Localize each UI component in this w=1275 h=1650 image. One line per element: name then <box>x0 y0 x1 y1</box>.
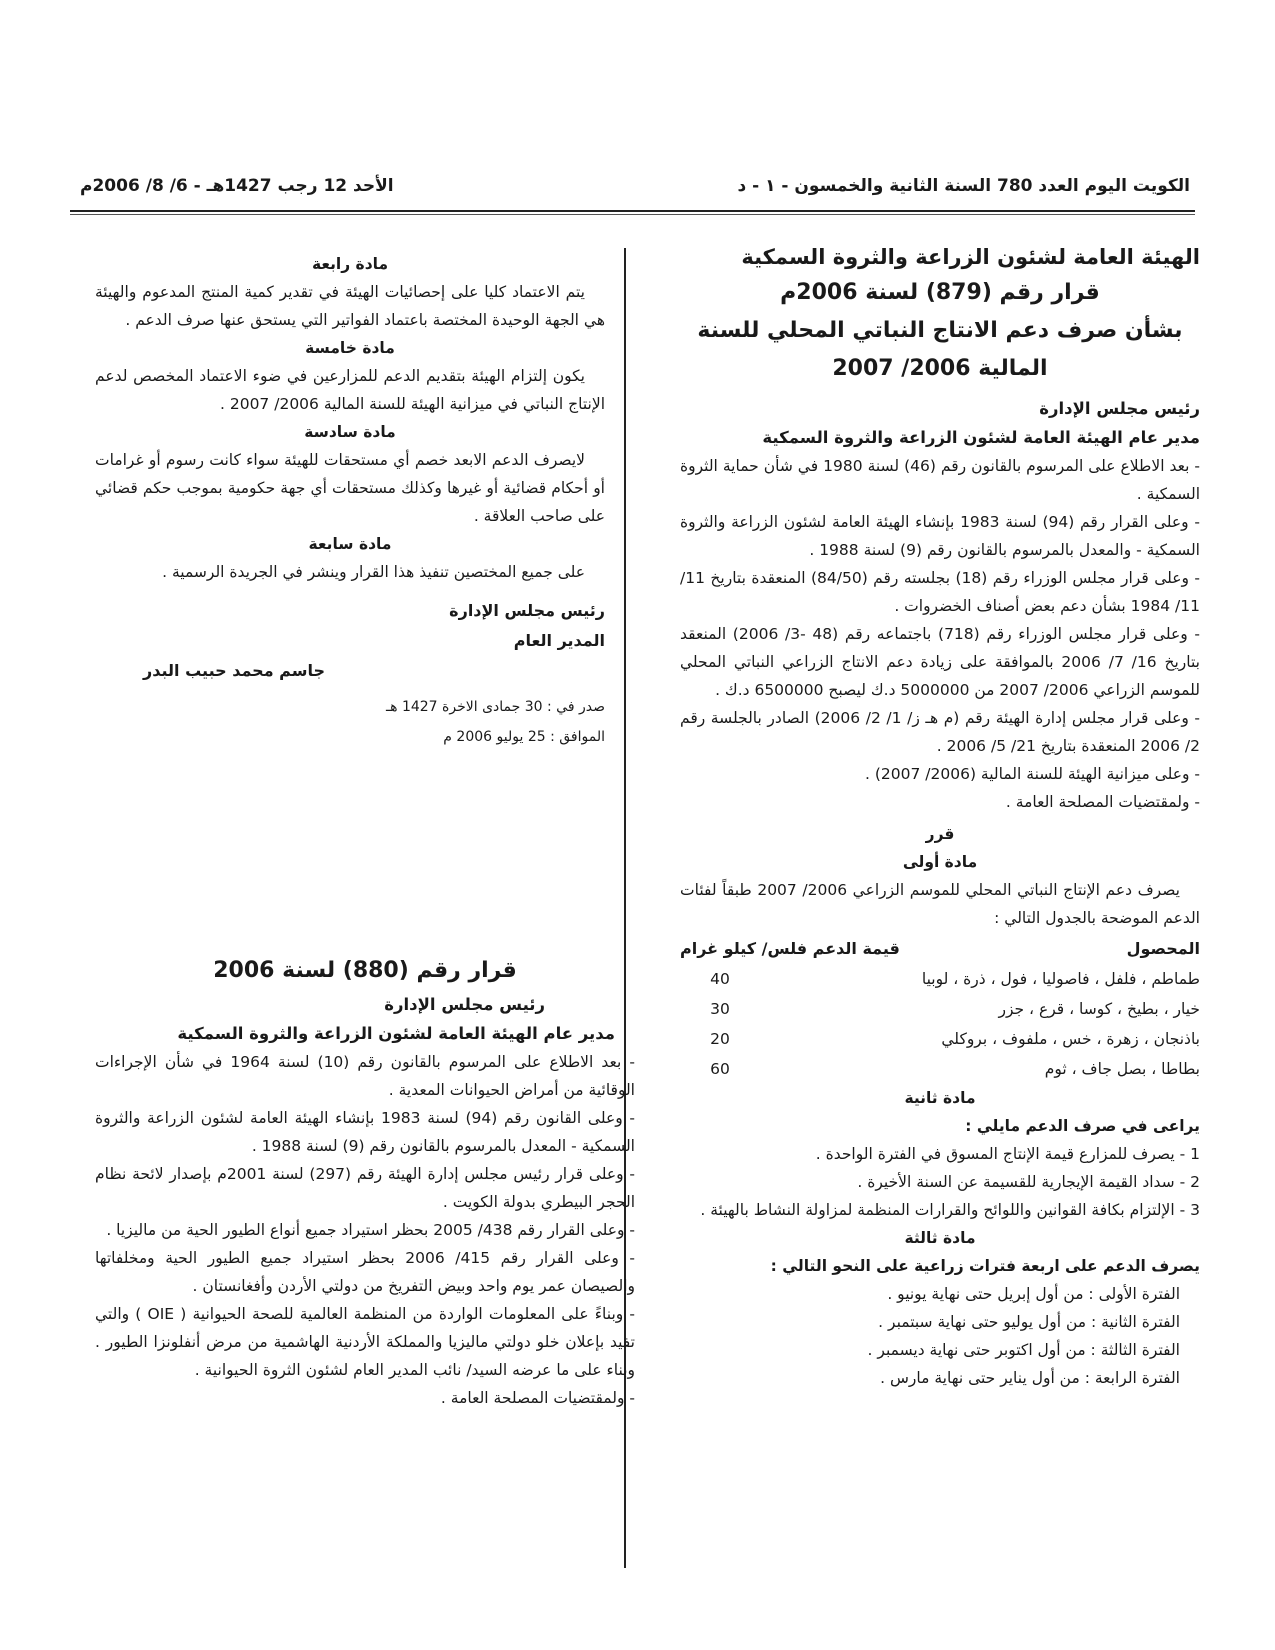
article-2-title: مادة ثانية <box>904 1089 976 1107</box>
decision-880-title: قرار رقم (880) لسنة 2006 <box>213 958 517 983</box>
article-3-title: مادة ثالثة <box>904 1229 976 1247</box>
period-item: الفترة الأولى : من أول إبريل حتى نهاية يونيو . <box>887 1285 1180 1303</box>
decision-880-column <box>95 952 635 1412</box>
decision-879-continued <box>95 250 605 752</box>
crop-cell: بطاطا ، بصل جاف ، ثوم <box>1044 1060 1200 1078</box>
article-7-title: مادة سابعة <box>308 535 392 553</box>
period-item: الفترة الثانية : من أول يوليو حتى نهاية سبتمبر . <box>878 1313 1180 1331</box>
signatory-name: جاسم محمد حبيب البدر <box>143 661 325 680</box>
preamble-item: - وعلى ميزانية الهيئة للسنة المالية (2006/ 2007) . <box>864 765 1200 783</box>
decision-879-title: قرار رقم (879) لسنة 2006م <box>780 280 1100 305</box>
article-4-title: مادة رابعة <box>311 255 389 273</box>
header-issue-info: الكويت اليوم العدد 780 السنة الثانية والخمسون - ١ - د <box>737 176 1190 196</box>
issuer-line-1: رئيس مجلس الإدارة <box>384 995 545 1014</box>
article-5-text: يكون إلتزام الهيئة بتقديم الدعم للمزارعين في ضوء الاعتماد المخصص لدعم الإنتاج النباتي في ميزانية الهيئة للسنة المالية 2006/ 2007 . <box>95 367 605 413</box>
period-item: الفترة الثالثة : من أول اكتوبر حتى نهاية ديسمبر . <box>867 1341 1180 1359</box>
col-crop-header: المحصول <box>1126 939 1200 958</box>
table-row <box>680 1024 1200 1054</box>
crop-cell: خيار ، بطيخ ، كوسا ، قرع ، جزر <box>998 1000 1200 1018</box>
article-7-text: على جميع المختصين تنفيذ هذا القرار وينشر في الجريدة الرسمية . <box>162 563 585 581</box>
table-row <box>680 994 1200 1024</box>
preamble-item: - ولمقتضيات المصلحة العامة . <box>440 1389 635 1407</box>
value-cell: 60 <box>710 1060 730 1078</box>
header-rule <box>70 210 1195 212</box>
table-row <box>680 964 1200 994</box>
decision-879-subject: بشأن صرف دعم الانتاج النباتي المحلي للسنة المالية 2006/ 2007 <box>697 318 1183 381</box>
article-2-item: 2 - سداد القيمة الإيجارية للقسيمة عن السنة الأخيرة . <box>857 1173 1200 1191</box>
value-cell: 40 <box>710 970 730 988</box>
article-2-lead: يراعى في صرف الدعم مايلي : <box>965 1117 1200 1135</box>
org-heading: الهيئة العامة لشئون الزراعة والثروة السمكية <box>741 245 1200 269</box>
table-row <box>680 1054 1200 1084</box>
crop-cell: باذنجان ، زهرة ، خس ، ملفوف ، بروكلي <box>941 1030 1200 1048</box>
issuer-line-2: مدير عام الهيئة العامة لشئون الزراعة والثروة السمكية <box>762 428 1200 447</box>
preamble-item: - بعد الاطلاع على المرسوم بالقانون رقم (10) لسنة 1964 في شأن الإجراءات الوقائية من أمراض الحيوانات المعدية . <box>95 1053 635 1099</box>
header-date: الأحد 12 رجب 1427هـ - 6/ 8/ 2006م <box>80 176 394 196</box>
issuer-line-2: مدير عام الهيئة العامة لشئون الزراعة والثروة السمكية <box>177 1024 615 1043</box>
preamble-item: - وعلى القرار رقم (94) لسنة 1983 بإنشاء الهيئة العامة لشئون الزراعة والثروة السمكية - والمعدل بالمرسوم بالقانون رقم (9) لسنة 1988 . <box>680 513 1200 559</box>
value-cell: 30 <box>710 1000 730 1018</box>
article-6-text: لايصرف الدعم الابعد خصم أي مستحقات للهيئة سواء كانت رسوم أو غرامات أو أحكام قضائية أو غيرها وكذلك مستحقات أي جهة حكومية بموجب حكم قضائي على صاحب العلاقة . <box>95 451 605 525</box>
article-6-title: مادة سادسة <box>304 423 396 441</box>
article-5-title: مادة خامسة <box>305 339 395 357</box>
issued-date-hijri: صدر في : 30 جمادى الاخرة 1427 هـ <box>386 699 605 715</box>
signature-title-1: رئيس مجلس الإدارة <box>449 601 605 620</box>
article-4-text: يتم الاعتماد كليا على إحصائيات الهيئة في تقدير كمية المنتج المدعوم والهيئة هي الجهة الوحيدة المختصة باعتماد الفواتير التي يستحق عنها صرف الدعم . <box>95 283 605 329</box>
article-3-lead: يصرف الدعم على اربعة فترات زراعية على النحو التالي : <box>770 1257 1200 1275</box>
period-item: الفترة الرابعة : من أول يناير حتى نهاية مارس . <box>880 1369 1180 1387</box>
article-1-text: يصرف دعم الإنتاج النباتي المحلي للموسم الزراعي 2006/ 2007 طبقاً لفئات الدعم الموضحة بالجدول التالي : <box>680 881 1200 927</box>
issuer-line-1: رئيس مجلس الإدارة <box>1039 399 1200 418</box>
preamble-item: - وعلى قرار مجلس الوزراء رقم (718) باجتماعه رقم (48 -3/ 2006) المنعقد بتاريخ 16/ 7/ 2006 بالموافقة على زيادة دعم الانتاج الزراعي النباتي المحلي للموسم الزراعي 2006/ 2007 من 5000000 د.ك ليصبح 6500000 د.ك . <box>680 625 1200 699</box>
article-2-item: 1 - يصرف للمزارع قيمة الإنتاج المسوق في الفترة الواحدة . <box>815 1145 1200 1163</box>
value-cell: 20 <box>710 1030 730 1048</box>
preamble-item: - ولمقتضيات المصلحة العامة . <box>1005 793 1200 811</box>
preamble-item: - وعلى قرار رئيس مجلس إدارة الهيئة رقم (297) لسنة 2001م بإصدار لائحة نظام الحجر البيطري بدولة الكويت . <box>95 1165 635 1211</box>
preamble-item: - وعلى قرار مجلس إدارة الهيئة رقم (م هـ ز/ 1/ 2/ 2006) الصادر بالجلسة رقم 2/ 2006 المنعقدة بتاريخ 21/ 5/ 2006 . <box>680 709 1201 755</box>
preamble-item: - وعلى القرار رقم 438/ 2005 بحظر استيراد جميع أنواع الطيور الحية من ماليزيا . <box>106 1221 635 1239</box>
article-2-item: 3 - الإلتزام بكافة القوانين واللوائح والقرارات المنظمة لمزاولة النشاط بالهيئة . <box>700 1201 1200 1219</box>
header-rule-thin <box>70 214 1195 215</box>
signature-title-2: المدير العام <box>513 631 605 650</box>
preamble-item: - وعلى القرار رقم 415/ 2006 بحظر استيراد جميع الطيور الحية ومخلفاتها والصيصان عمر يوم واحد وبيض التفريخ من دولتي الأردن وأفغانستان . <box>95 1249 636 1295</box>
preamble-item: - وعلى قرار مجلس الوزراء رقم (18) بجلسته رقم (84/50) المنعقدة بتاريخ 11/ 11/ 1984 بشأن دعم بعض أصناف الخضروات . <box>680 569 1200 615</box>
preamble-item: - وبناءً على المعلومات الواردة من المنظمة العالمية للصحة الحيوانية ( OIE ) والتي تفيد بإعلان خلو دولتي ماليزيا والمملكة الأردنية الهاشمية من مرض أنفلونزا الطيور . وبناء على ما عرضه السيد/ نائب المدير العام لشئون الثروة الحيوانية . <box>95 1305 635 1379</box>
preamble-item: - وعلى القانون رقم (94) لسنة 1983 بإنشاء الهيئة العامة لشئون الزراعة والثروة السمكية - المعدل بالمرسوم بالقانون رقم (9) لسنة 1988 . <box>95 1109 635 1155</box>
col-value-header: قيمة الدعم فلس/ كيلو غرام <box>680 939 900 958</box>
table-header <box>680 934 1200 964</box>
preamble-item: - بعد الاطلاع على المرسوم بالقانون رقم (46) لسنة 1980 في شأن حماية الثروة السمكية . <box>680 457 1200 503</box>
period-list <box>680 1280 1200 1392</box>
page-header <box>80 176 1190 202</box>
article-1-title: مادة أولى <box>902 853 978 871</box>
crop-cell: طماطم ، فلفل ، فاصوليا ، فول ، ذرة ، لوبيا <box>921 970 1200 988</box>
issued-date-gregorian: الموافق : 25 يوليو 2006 م <box>443 729 605 745</box>
decided-heading: قرر <box>925 825 955 843</box>
subsidy-table <box>680 934 1200 1084</box>
signature-block <box>95 596 605 686</box>
decision-879-column <box>680 240 1200 1392</box>
